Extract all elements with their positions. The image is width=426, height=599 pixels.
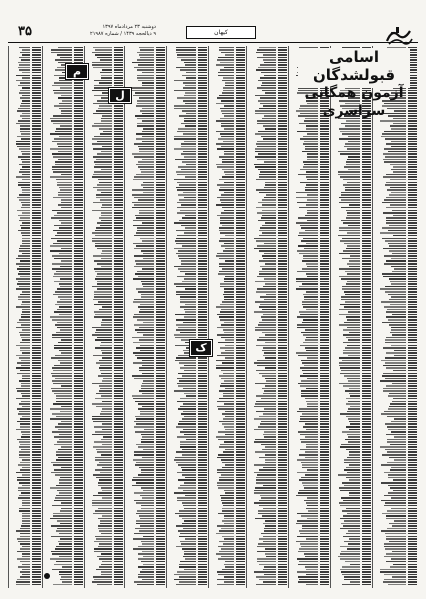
name-row <box>45 583 83 586</box>
name-column <box>288 46 331 588</box>
name-row <box>291 583 329 586</box>
name-list-columns <box>8 46 418 588</box>
section-letter-kaf: ک <box>190 340 212 356</box>
section-letter-lam: ل <box>109 88 131 103</box>
name-column <box>330 46 373 588</box>
title-block <box>298 48 410 119</box>
page-bullet-mark <box>44 573 50 579</box>
name-row <box>333 583 371 586</box>
page-header <box>8 10 418 43</box>
name-row <box>169 583 207 586</box>
name-column <box>42 46 85 588</box>
page-title: اسامی قبولشدگان <box>312 48 396 84</box>
name-column <box>372 46 418 588</box>
page-number: ۳۵ <box>18 24 32 39</box>
name-column <box>166 46 209 588</box>
page-subtitle: آزمون همگانی سراسری <box>304 85 404 119</box>
newspaper-logo-icon <box>384 25 414 47</box>
name-column <box>124 46 167 588</box>
issue-info <box>56 24 156 38</box>
name-row <box>127 583 165 586</box>
name-column <box>246 46 289 588</box>
name-row <box>375 583 417 586</box>
name-column <box>8 46 43 588</box>
name-row <box>249 583 287 586</box>
masthead-box: کیهان <box>186 26 256 39</box>
newspaper-logo <box>383 24 415 48</box>
name-column <box>84 46 125 588</box>
issue-date-line: دوشنبه ۲۳ مردادماه ۱۳۹۷ <box>102 24 156 30</box>
name-row <box>87 583 123 586</box>
name-row <box>11 583 41 586</box>
section-letter-mim: م <box>66 64 88 79</box>
name-row <box>211 583 245 586</box>
name-column <box>208 46 247 588</box>
issue-number-line: ۹ ذیالحجه ۱۴۳۹ / شماره ۲۱۹۸۷ <box>90 31 156 37</box>
